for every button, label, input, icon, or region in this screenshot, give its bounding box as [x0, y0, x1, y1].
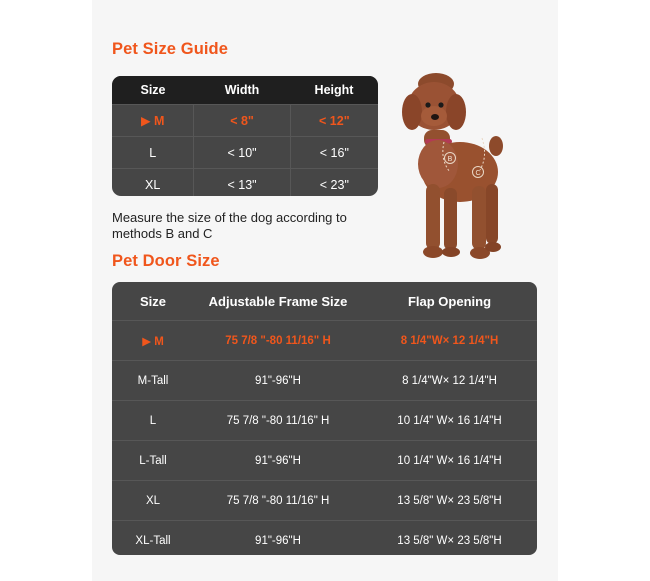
- size-cell: L: [149, 145, 157, 160]
- size-guide-table: [112, 76, 378, 196]
- table-row: [112, 136, 378, 168]
- frame-cell: 91"-96"H: [255, 454, 301, 467]
- header-height: Height: [314, 83, 354, 97]
- header-size: Size: [140, 83, 166, 97]
- header-width: Width: [224, 83, 260, 97]
- frame-cell: 91"-96"H: [255, 374, 301, 387]
- table-row: [112, 360, 537, 400]
- pet-door-size-title: Pet Door Size: [112, 252, 220, 270]
- marker-c: C: [475, 170, 481, 177]
- table-row: [112, 480, 537, 520]
- frame-cell: 75 7/8 "-80 11/16" H: [226, 414, 330, 427]
- width-cell: < 8": [193, 105, 289, 136]
- size-cell: XL-Tall: [135, 534, 171, 547]
- size-cell: M-Tall: [137, 374, 169, 387]
- table-header: [112, 282, 537, 320]
- frame-cell: 91"-96"H: [255, 534, 301, 547]
- flap-cell: 8 1/4"W× 12 1/4"H: [400, 334, 499, 347]
- table-row: [112, 400, 537, 440]
- table-row: [112, 320, 537, 360]
- flap-cell: 8 1/4"W× 12 1/4"H: [402, 374, 497, 387]
- frame-cell: 75 7/8 "-80 11/16" H: [225, 334, 331, 347]
- width-cell: < 13": [193, 169, 289, 196]
- header-flap: Flap Opening: [407, 293, 492, 309]
- table-row: [112, 168, 378, 196]
- size-cell: ▶ M: [140, 114, 165, 128]
- size-cell: ▶ M: [142, 335, 164, 348]
- height-cell: < 16": [290, 137, 378, 168]
- measure-note: Measure the size of the dog according to methods B and C: [112, 210, 347, 241]
- height-cell: < 23": [290, 169, 378, 196]
- width-cell: < 10": [193, 137, 289, 168]
- height-cell: < 12": [290, 105, 378, 136]
- size-cell: L: [149, 414, 157, 427]
- header-size: Size: [139, 293, 166, 309]
- flap-cell: 10 1/4" W× 16 1/4"H: [397, 454, 502, 467]
- flap-cell: 13 5/8" W× 23 5/8"H: [397, 534, 502, 547]
- door-size-table: [112, 282, 537, 555]
- table-row: [112, 520, 537, 555]
- size-cell: XL: [145, 494, 161, 507]
- flap-cell: 10 1/4" W× 16 1/4"H: [397, 414, 502, 427]
- frame-cell: 75 7/8 "-80 11/16" H: [226, 494, 330, 507]
- header-frame: Adjustable Frame Size: [208, 293, 348, 309]
- table-row: [112, 104, 378, 136]
- pet-size-guide-title: Pet Size Guide: [112, 40, 229, 58]
- marker-b: B: [447, 156, 453, 163]
- table-header: [112, 76, 378, 104]
- dog-image: [398, 72, 510, 268]
- size-cell: L-Tall: [139, 454, 167, 467]
- table-row: [112, 440, 537, 480]
- flap-cell: 13 5/8" W× 23 5/8"H: [397, 494, 502, 507]
- size-cell: XL: [145, 177, 161, 192]
